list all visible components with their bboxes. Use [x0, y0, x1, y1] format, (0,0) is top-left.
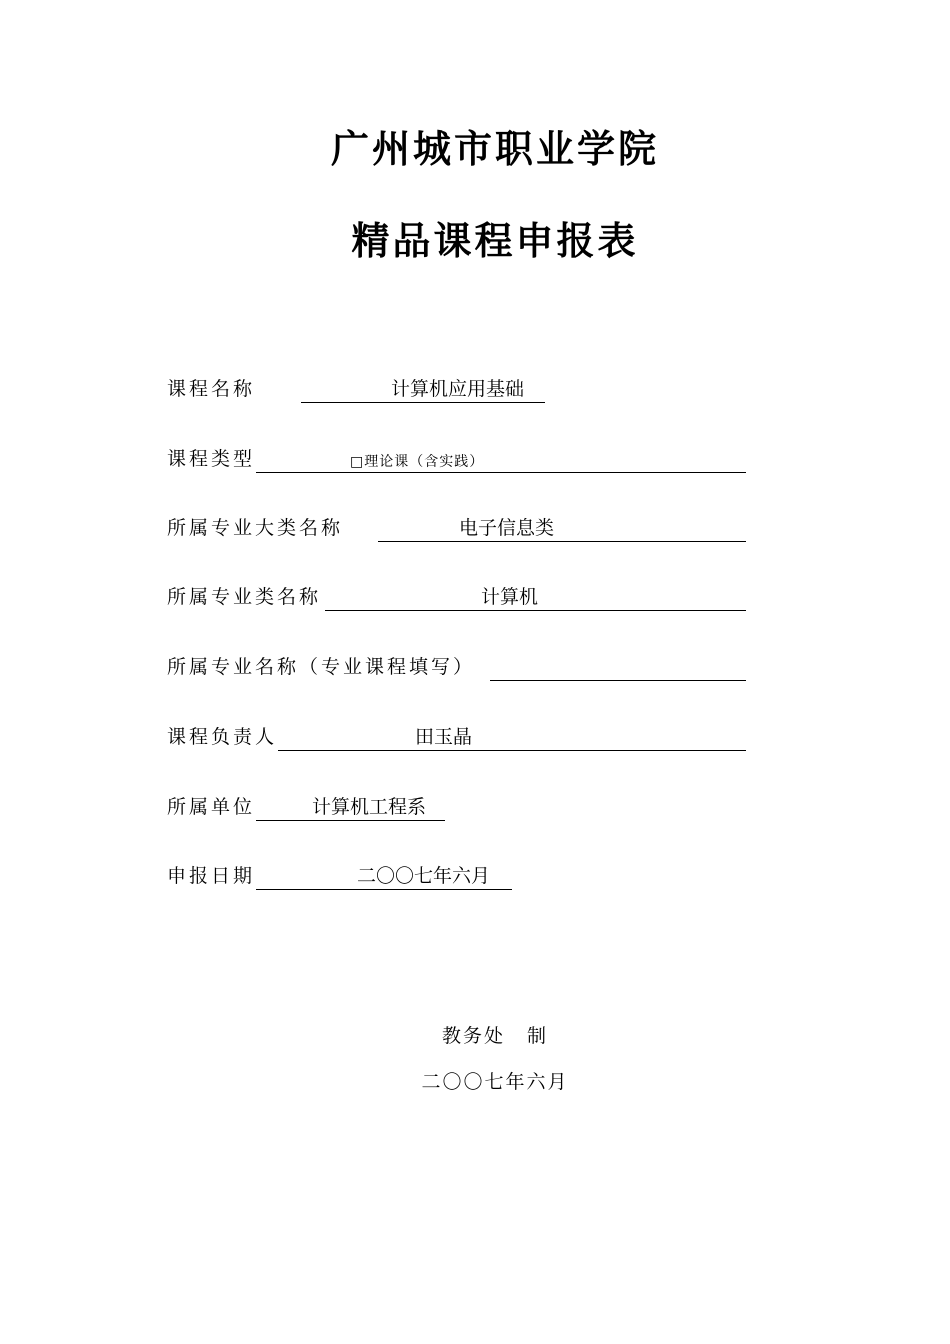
- course-leader-label: 课程负责人: [167, 726, 278, 748]
- department-field: [167, 794, 747, 820]
- course-leader-underline: [278, 724, 746, 751]
- major-name-underline: [490, 654, 746, 681]
- apply-date-field: [167, 863, 747, 889]
- issuer-name: 教务处: [441, 1025, 505, 1047]
- major-name-field: [167, 654, 747, 680]
- issuer-line: [0, 1027, 950, 1046]
- course-leader-value: 田玉晶: [415, 726, 473, 748]
- apply-date-value: 二〇〇七年六月: [357, 865, 491, 887]
- major-category-label: 所属专业大类名称: [167, 517, 344, 539]
- department-value: 计算机工程系: [312, 796, 427, 818]
- issuer-suffix: 制: [527, 1025, 549, 1047]
- course-type-value: □理论课（含实践）: [350, 454, 485, 470]
- major-class-value: 计算机: [481, 586, 539, 608]
- institution-title: 广州城市职业学院: [330, 127, 659, 171]
- course-type-underline: [256, 446, 746, 473]
- major-category-value: 电子信息类: [459, 517, 555, 539]
- department-label: 所属单位: [167, 796, 256, 818]
- major-class-label: 所属专业类名称: [167, 586, 322, 608]
- course-name-label: 课程名称: [167, 378, 256, 400]
- form-title: 精品课程申报表: [351, 219, 639, 263]
- major-class-field: [167, 584, 747, 610]
- apply-date-label: 申报日期: [167, 865, 256, 887]
- course-name-value: 计算机应用基础: [391, 378, 525, 400]
- course-name-field: [167, 376, 747, 402]
- major-category-underline: [378, 515, 746, 542]
- course-leader-field: [167, 724, 747, 750]
- issue-date: 二〇〇七年六月: [421, 1071, 569, 1093]
- major-name-label: 所属专业名称（专业课程填写）: [167, 656, 476, 678]
- course-type-field: [167, 446, 747, 472]
- course-type-label: 课程类型: [167, 448, 256, 470]
- major-category-field: [167, 515, 747, 541]
